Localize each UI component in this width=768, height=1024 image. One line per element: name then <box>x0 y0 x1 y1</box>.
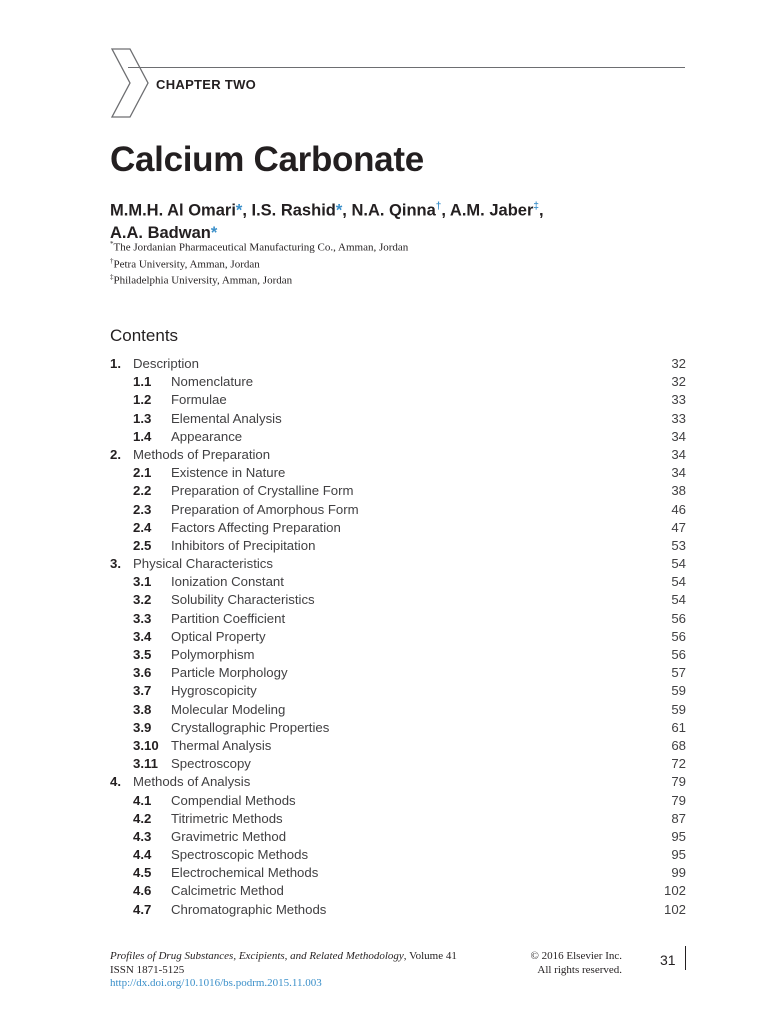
toc-entry-number: 4.4 <box>133 847 152 863</box>
toc-entry-number: 2.4 <box>133 519 152 535</box>
toc-entry-title: Factors Affecting Preparation <box>171 519 341 535</box>
toc-entry-page: 56 <box>671 647 686 662</box>
toc-entry[interactable] <box>110 555 686 573</box>
toc-entry[interactable] <box>110 792 686 810</box>
toc-entry-title: Ionization Constant <box>171 574 284 590</box>
toc-entry-number: 3. <box>110 556 121 572</box>
toc-entry-title: Hygroscopicity <box>171 683 257 699</box>
author-name: N.A. Qinna <box>351 201 436 220</box>
toc-entry-page: 34 <box>671 446 686 462</box>
toc-entry-page: 53 <box>671 537 686 553</box>
toc-entry-title: Description <box>133 356 199 371</box>
toc-entry[interactable] <box>110 428 686 446</box>
issn: ISSN 1871-5125 <box>110 963 185 976</box>
toc-entry-page: 59 <box>671 683 686 699</box>
author-name: A.A. Badwan <box>110 223 211 242</box>
toc-entry-number: 3.6 <box>133 665 152 681</box>
toc-entry-page: 57 <box>671 665 686 681</box>
toc-entry-page: 95 <box>671 828 686 844</box>
toc-entry-number: 3.4 <box>133 628 152 644</box>
author-affil-mark[interactable]: * <box>210 223 218 242</box>
toc-entry[interactable] <box>110 846 686 864</box>
toc-entry-title: Partition Coefficient <box>171 610 286 626</box>
toc-entry-title: Spectroscopic Methods <box>171 847 309 863</box>
toc-entry-title: Compendial Methods <box>171 792 296 808</box>
toc-entry-number: 3.3 <box>133 610 152 626</box>
table-of-contents <box>110 355 686 919</box>
toc-entry[interactable] <box>110 410 686 428</box>
toc-entry-page: 99 <box>671 865 686 881</box>
toc-entry[interactable] <box>110 810 686 828</box>
toc-entry-title: Titrimetric Methods <box>171 810 283 826</box>
toc-entry-title: Solubility Characteristics <box>171 592 315 608</box>
toc-entry[interactable] <box>110 573 686 591</box>
toc-entry[interactable] <box>110 664 686 682</box>
toc-entry-number: 4.2 <box>133 810 152 826</box>
toc-entry-title: Preparation of Amorphous Form <box>171 501 359 517</box>
toc-entry-page: 79 <box>671 774 686 790</box>
toc-entry[interactable] <box>110 719 686 737</box>
toc-entry-title: Nomenclature <box>171 374 254 390</box>
toc-entry[interactable] <box>110 519 686 537</box>
toc-entry-number: 3.7 <box>133 683 152 699</box>
journal-title: Profiles of Drug Substances, Excipients, and Related Methodology <box>110 950 404 962</box>
toc-entry-number: 3.1 <box>133 574 152 590</box>
chapter-chevron-icon <box>110 48 150 118</box>
toc-entry-title: Molecular Modeling <box>171 701 286 717</box>
toc-entry-page: 33 <box>671 410 686 426</box>
toc-entry-number: 3.10 <box>133 737 159 753</box>
toc-entry-number: 1. <box>110 356 121 371</box>
affiliation-item: *The Jordanian Pharmaceutical Manufacturing Co., Amman, Jordan <box>110 240 409 254</box>
toc-entry-page: 72 <box>671 756 686 772</box>
toc-entry-title: Polymorphism <box>171 647 255 662</box>
toc-entry-number: 1.3 <box>133 410 152 426</box>
toc-entry-title: Chromatographic Methods <box>171 901 327 917</box>
toc-entry[interactable] <box>110 755 686 773</box>
author-name: M.M.H. Al Omari <box>110 201 236 220</box>
toc-entry-page: 61 <box>671 719 686 735</box>
toc-entry-number: 2.5 <box>133 537 152 553</box>
toc-entry[interactable] <box>110 701 686 719</box>
toc-entry-page: 56 <box>671 628 686 644</box>
toc-entry-title: Spectroscopy <box>171 756 251 772</box>
toc-entry-title: Elemental Analysis <box>171 410 282 426</box>
author-affil-mark[interactable]: ‡ <box>533 201 539 212</box>
toc-entry-number: 2. <box>110 446 121 462</box>
toc-entry-title: Methods of Analysis <box>133 774 251 790</box>
affiliation-item: †Petra University, Amman, Jordan <box>110 256 260 271</box>
toc-entry-page: 102 <box>663 901 686 917</box>
toc-entry-page: 79 <box>671 792 686 808</box>
toc-entry-page: 47 <box>671 519 686 535</box>
toc-entry-page: 32 <box>671 356 686 371</box>
toc-entry-page: 32 <box>671 374 686 390</box>
chapter-title: Calcium Carbonate <box>110 140 424 179</box>
author-affil-mark[interactable]: † <box>435 201 442 212</box>
toc-entry[interactable] <box>110 610 686 628</box>
page-number: 31 <box>660 952 676 968</box>
author-line-1: M.M.H. Al Omari*, I.S. Rashid*, N.A. Qinna†, A.M. Jaber‡, <box>110 201 544 220</box>
toc-entry-page: 34 <box>671 428 686 444</box>
toc-entry[interactable] <box>110 773 686 791</box>
chapter-header-rule <box>128 67 685 68</box>
toc-entry[interactable] <box>110 355 686 373</box>
toc-entry-page: 54 <box>671 592 686 608</box>
author-name: A.M. Jaber <box>449 201 534 220</box>
toc-entry[interactable] <box>110 373 686 391</box>
footer-citation <box>110 950 457 991</box>
toc-entry-number: 2.3 <box>133 501 152 517</box>
chapter-label: CHAPTER TWO <box>156 77 257 92</box>
toc-entry-number: 4.6 <box>133 883 152 899</box>
toc-entry[interactable] <box>110 501 686 519</box>
toc-entry-page: 46 <box>671 501 686 517</box>
toc-entry[interactable] <box>110 391 686 409</box>
toc-entry-number: 3.11 <box>133 756 158 772</box>
toc-entry[interactable] <box>110 882 686 900</box>
toc-entry-number: 3.2 <box>133 592 152 608</box>
author-affil-mark[interactable]: * <box>235 201 243 220</box>
toc-entry[interactable] <box>110 482 686 500</box>
toc-entry-page: 54 <box>671 556 686 572</box>
toc-entry[interactable] <box>110 446 686 464</box>
toc-entry-number: 4.3 <box>133 828 152 844</box>
toc-entry-number: 4.7 <box>133 901 152 917</box>
toc-entry-page: 95 <box>671 847 686 863</box>
toc-entry-page: 68 <box>671 737 686 753</box>
toc-entry-title: Particle Morphology <box>171 665 288 681</box>
toc-entry[interactable] <box>110 646 686 664</box>
toc-entry-title: Physical Characteristics <box>133 556 273 572</box>
toc-entry-title: Appearance <box>171 428 243 444</box>
toc-entry-title: Formulae <box>171 392 227 408</box>
toc-entry[interactable] <box>110 828 686 846</box>
toc-entry-page: 102 <box>663 883 686 899</box>
toc-entry[interactable] <box>110 737 686 755</box>
toc-entry-number: 4.5 <box>133 865 152 881</box>
toc-entry-number: 1.1 <box>133 374 152 390</box>
toc-entry-title: Methods of Preparation <box>133 446 271 462</box>
contents-heading: Contents <box>110 326 179 345</box>
toc-entry-page: 54 <box>671 574 686 590</box>
toc-entry[interactable] <box>110 682 686 700</box>
toc-entry[interactable] <box>110 537 686 555</box>
page-number-bar <box>685 946 686 970</box>
toc-entry[interactable] <box>110 864 686 882</box>
toc-entry-number: 1.2 <box>133 392 152 408</box>
toc-entry[interactable] <box>110 464 686 482</box>
toc-entry-page: 34 <box>671 465 686 481</box>
toc-entry[interactable] <box>110 901 686 919</box>
doi-link[interactable]: http://dx.doi.org/10.1016/bs.podrm.2015.11.003 <box>110 977 322 989</box>
toc-entry-title: Gravimetric Method <box>171 828 287 844</box>
affiliation-item: ‡Philadelphia University, Amman, Jordan <box>110 273 293 287</box>
toc-entry-number: 3.5 <box>133 647 152 662</box>
author-list <box>110 196 690 244</box>
journal-volume: , Volume 41 <box>403 950 457 962</box>
toc-entry-number: 2.2 <box>133 483 152 499</box>
toc-entry[interactable] <box>110 591 686 609</box>
toc-entry-page: 38 <box>671 483 686 499</box>
toc-entry-number: 3.9 <box>133 719 152 735</box>
toc-entry-title: Preparation of Crystalline Form <box>171 483 354 499</box>
toc-entry-title: Crystallographic Properties <box>171 719 330 735</box>
footer-copyright <box>510 950 622 977</box>
affiliation-list <box>110 238 408 288</box>
toc-entry-number: 4.1 <box>133 792 152 808</box>
rights-text: All rights reserved. <box>537 963 622 976</box>
toc-entry-number: 2.1 <box>133 465 152 481</box>
author-affil-mark[interactable]: * <box>335 201 343 220</box>
toc-entry-number: 1.4 <box>133 428 152 444</box>
toc-entry-title: Thermal Analysis <box>171 737 272 753</box>
toc-entry-title: Inhibitors of Precipitation <box>171 537 316 553</box>
toc-entry-title: Optical Property <box>171 628 266 644</box>
toc-entry-page: 59 <box>671 701 686 717</box>
toc-entry-title: Existence in Nature <box>171 465 286 481</box>
copyright-text: © 2016 Elsevier Inc. <box>530 950 622 962</box>
toc-entry-number: 3.8 <box>133 701 152 717</box>
toc-entry-title: Electrochemical Methods <box>171 865 319 881</box>
toc-entry[interactable] <box>110 628 686 646</box>
toc-entry-page: 87 <box>671 810 686 826</box>
toc-entry-page: 56 <box>671 610 686 626</box>
author-name: I.S. Rashid <box>251 201 336 220</box>
toc-entry-number: 4. <box>110 774 121 790</box>
toc-entry-title: Calcimetric Method <box>171 883 284 899</box>
toc-entry-page: 33 <box>671 392 686 408</box>
